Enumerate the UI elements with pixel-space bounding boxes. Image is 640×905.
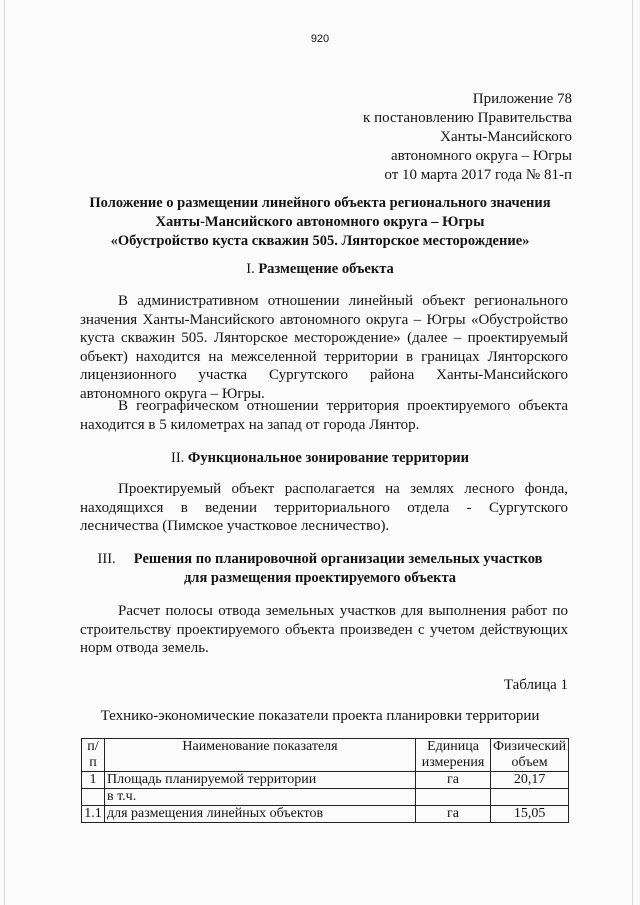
- document-title: [80, 194, 560, 251]
- section-number: I.: [246, 261, 255, 277]
- title-line: «Обустройство куста скважин 505. Лянторское месторождение»: [110, 233, 530, 249]
- header-unit: Единица измерения: [416, 739, 491, 772]
- table-caption: Технико-экономические показатели проекта планировки территории: [100, 708, 540, 724]
- section-3-heading: [80, 550, 560, 588]
- title-line: Ханты-Мансийского автономного округа – Югры: [155, 214, 485, 230]
- section-1-paragraph-1: В административном отношении линейный объект регионального значения Ханты-Мансийского автономного округа – Югры «Обустройство куста скважин 505. Лянторское месторождение» (далее – проектируемый объект) находится на межселенной территории в границах Лянторского лицензионного участка Сургутского района Ханты-Мансийского автономного округа – Югры.: [80, 293, 568, 402]
- cell-name: в т.ч.: [105, 789, 416, 806]
- appendix-block: [363, 90, 572, 185]
- section-3-heading-line-2: для размещения проектируемого объекта: [183, 570, 457, 586]
- table-header-row: [82, 739, 569, 772]
- header-num: п/п: [82, 739, 105, 772]
- header-name: Наименование показателя: [105, 739, 416, 772]
- appendix-line: от 10 марта 2017 года № 81-п: [384, 167, 572, 183]
- appendix-line: Ханты-Мансийского: [440, 129, 572, 145]
- cell-volume: [491, 789, 569, 806]
- cell-num: [82, 789, 105, 806]
- cell-name: Площадь планируемой территории: [105, 772, 416, 789]
- appendix-line: автономного округа – Югры: [390, 148, 572, 164]
- section-title: Функциональное зонирование территории: [187, 450, 469, 466]
- cell-volume: 15,05: [491, 806, 569, 823]
- title-line: Положение о размещении линейного объекта регионального значения: [89, 195, 551, 211]
- indicators-table: [81, 738, 569, 823]
- cell-name: для размещения линейных объектов: [105, 806, 416, 823]
- table-row: [82, 806, 569, 823]
- page-number: 920: [310, 33, 330, 45]
- section-3-heading-line-1: [80, 550, 560, 569]
- cell-unit: га: [416, 772, 491, 789]
- scan-edge-right: [632, 0, 633, 905]
- section-1-heading: [80, 260, 560, 279]
- scan-edge-left: [4, 0, 5, 905]
- cell-volume: 20,17: [491, 772, 569, 789]
- section-2-heading: [80, 449, 560, 468]
- section-3-paragraph: Расчет полосы отвода земельных участков для выполнения работ по строительству проектируемого объекта произведен с учетом действующих норм отвода земель.: [80, 603, 568, 656]
- table-row: [82, 789, 569, 806]
- section-number: II.: [171, 450, 185, 466]
- table-row: [82, 772, 569, 789]
- section-2-paragraph: Проектируемый объект располагается на землях лесного фонда, находящихся в ведении территориального отдела - Сургутского лесничества (Пимское участковое лесничество).: [80, 481, 568, 534]
- section-title: Решения по планировочной организации земельных участков: [133, 551, 543, 567]
- header-volume: Физический объем: [491, 739, 569, 772]
- section-number: III.: [97, 551, 116, 567]
- cell-num: 1: [82, 772, 105, 789]
- section-1-paragraph-2: В географическом отношении территория проектируемого объекта находится в 5 километрах на запад от города Лянтор.: [80, 398, 568, 433]
- appendix-line: к постановлению Правительства: [363, 110, 572, 126]
- appendix-line: Приложение 78: [472, 91, 572, 107]
- cell-unit: га: [416, 806, 491, 823]
- section-title: Размещение объекта: [258, 261, 394, 277]
- cell-unit: [416, 789, 491, 806]
- cell-num: 1.1: [82, 806, 105, 823]
- table-label: Таблица 1: [503, 677, 568, 693]
